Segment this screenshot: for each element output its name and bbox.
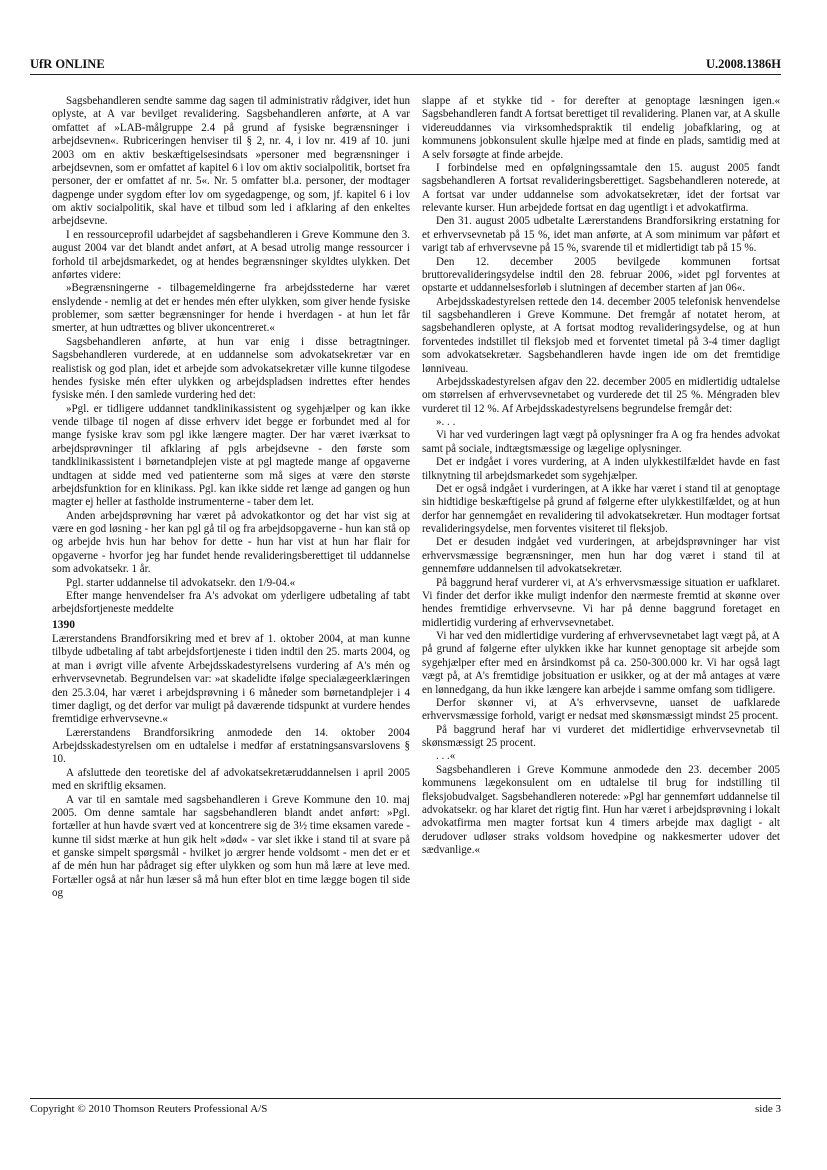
page-number: side 3 — [755, 1103, 781, 1115]
paragraph: Det er indgået i vores vurdering, at A inden ulykkestilfældet havde en fast tilknytning til arbejdsmarkedet som sygehjælper. — [422, 456, 780, 482]
paragraph: Sagsbehandleren sendte samme dag sagen til administrativ rådgiver, idet hun oplyste, at A var bevilget revalidering. Sagsbehandleren anførte, at A var omfattet af »LAB-målgruppe 2.4 på grund af fysiske begrænsninger i arbejdsevnen«. Rubriceringen henviser til § 2, nr. 4, i lov nr. 419 af 10. juni 2003 om en aktiv beskæftigelsesindsats »personer med begrænsninger i arbejdsevnen, som er omfattet af kapitel 6 i lov om aktiv socialpolitik, bortset fra personer, der er omfattet af nr. 5«. Nr. 5 omfatter bl.a. personer, der modtager dagpenge under sygdom efter lov om sygedagpenge, og som, jf. kapitel 6 i lov om aktiv socialpolitik, skal have et tilbud som led i afklaring af den enkeltes arbejdsevne. — [52, 95, 411, 228]
left-column — [52, 95, 410, 901]
paragraph: »Pgl. er tidligere uddannet tandklinikassistent og sygehjælper og kan ikke vende tilbage til nogen af disse erhverv idet begge er forbundet med al for mange fysiske krav som pgl ikke længere magter. Der har været iværksat to arbejdsprøvninger til afklaring af pgls arbejdsevne - den første som tandklinikassistent i børnetandplejen viste at pgl magtede mange af opgaverne undtagen at sidde med ved patienterne som må siges at være den største arbejdsfunktion for en klinikass. Pgl. kan ikke sidde ret længe ad gangen og hun magter ej heller at fastholde instrumenterne - taber dem let. — [52, 402, 410, 509]
paragraph: Den 31. august 2005 udbetalte Lærerstandens Brandforsikring erstatning for et erhvervsevnetab på 15 %, idet man anførte, at A som minimum var påført et varigt tab af erhvervsevne på 15 %, svarende til et midlertidigt tab på 15 %. — [422, 215, 780, 255]
page-header — [30, 56, 781, 75]
document-reference: U.2008.1386H — [706, 57, 781, 71]
paragraph: A afsluttede den teoretiske del af advokatsekretæruddannelsen i april 2005 med en skriftlig eksamen. — [52, 766, 410, 793]
paragraph: Arbejdsskadestyrelsen afgav den 22. december 2005 en midlertidig udtalelse om størrelsen af erhvervsevnetabet og vurderede det til 25 %. Méngraden blev vurderet til 12 %. Af Arbejdsskadestyrelsens begrundelse fremgår det: — [422, 375, 780, 415]
paragraph: slappe af et stykke tid - for derefter at genoptage læsningen igen.« Sagsbehandleren fandt A fortsat berettiget til revalidering. Planen var, at A skulle videreuddannes via virksomhedspraktik til endelig jobafklaring, og at kommunens jobkonsulent skulle hjælpe med at finde en plads, samtidig med at A selv forsøgte at finde arbejde. — [422, 95, 780, 161]
paragraph: Efter mange henvendelser fra A's advokat om yderligere udbetaling af tabt arbejdsfortjeneste meddelte — [52, 589, 410, 616]
original-page-marker: 1390 — [52, 618, 75, 631]
paragraph: . . .« — [436, 750, 456, 763]
paragraph: Sagsbehandleren anførte, at hun var enig i disse betragtninger. Sagsbehandleren vurderede, at en uddannelse som advokatsekretær var en realistisk og god plan, idet et arbejde som advokatsekretær ville kunne tilgodese hendes fysiske mén efter ulykken og arbejdspladsen indrettes efter hendes fysiske mén. I den samlede vurdering hed det: — [52, 335, 410, 402]
paragraph: A var til en samtale med sagsbehandleren i Greve Kommune den 10. maj 2005. Om denne samtale har sagsbehandleren blandt andet anført: »Pgl. fortæller at hun havde svært ved at koncentrere sig de 3½ time eksamen varede - kunne til sidst mærke at hun gik helt »død« - var slet ikke i stand til at svare på et ganske simpelt spørgsmål - hvilket jo ærgrer hende voldsomt - men det er et af de mén hun har pådraget sig efter ulykken og som hun må lære at leve med. Fortæller også at når hun læser så må hun efter blot en time lægge bogen til side og — [52, 793, 410, 900]
paragraph: Lærerstandens Brandforsikring anmodede den 14. oktober 2004 Arbejdsskadestyrelsen om en udtalelse i medfør af erstatningsansvarslovens § 10. — [52, 726, 410, 766]
paragraph: I forbindelse med en opfølgningssamtale den 15. august 2005 fandt sagsbehandleren A fortsat revalideringsberettiget. Sagsbehandleren noterede, at A fortsat var under uddannelse som advokatsekretær, idet der fortsat var relevante kurser. Hun arbejdede fortsat en dag ugentligt i et advokatfirma. — [422, 161, 780, 214]
page-footer — [30, 1098, 781, 1115]
paragraph: På baggrund heraf har vi vurderet det midlertidige erhvervsevnetab til skønsmæssigt 25 procent. — [422, 723, 780, 749]
copyright-notice: Copyright © 2010 Thomson Reuters Professional A/S — [30, 1103, 268, 1115]
paragraph: Den 12. december 2005 bevilgede kommunen fortsat bruttorevalideringsydelse indtil den 28. februar 2006, »idet pgl forventes at opstarte et uddannelsesforløb i slutningen af december starten af jan 06«. — [422, 255, 780, 295]
paragraph: Sagsbehandleren i Greve Kommune anmodede den 23. december 2005 kommunens lægekonsulent om en udtalelse til brug for indstilling til fleksjobudvalget. Sagsbehandleren noterede: »Pgl har gennemført uddannelse til advokatsekr. og har klaret det rigtig fint. Hun har været i arbejdsprøvning i lokalt advokatfirma men magter fortsat kun 4 timers arbejde max dagligt - alt derudover udløser straks voldsom hovedpine og nakkesmerter udover det sædvanlige.« — [422, 763, 781, 856]
paragraph: Anden arbejdsprøvning har været på advokatkontor og det har vist sig at være en god løsning - her kan pgl gå til og fra arbejdsopgaverne - hun kan stå op og arbejde hvis hun har behov for dette - hun har vist at hun har flair for opgaverne - hvorfor jeg har fundet hende revalideringsberettiget til uddannelse som advokatsekr. 1 år. — [52, 509, 410, 576]
paragraph: Vi har ved vurderingen lagt vægt på oplysninger fra A og fra hendes advokat samt på sociale, indtægtsmæssige og lægelige oplysninger. — [422, 429, 780, 455]
paragraph: Arbejdsskadestyrelsen rettede den 14. december 2005 telefonisk henvendelse til sagsbehandleren i Greve Kommune. Det fremgår af notatet herom, at sagsbehandleren oplyste, at A fortsat modtog revalideringsydelse, og at hun forventedes indstillet til fleksjob med et forventet timetal på 3-4 timer dagligt som advokatsekretær. Sagsbehandleren havde ingen ide om det fremtidige lønniveau. — [422, 295, 780, 375]
paragraph: Lærerstandens Brandforsikring med et brev af 1. oktober 2004, at man kunne tilbyde udbetaling af tabt arbejdsfortjeneste i tiden indtil den 25. marts 2004, og at man i øvrigt ville afvente Arbejdsskadestyrelsens vurdering af A's mén og erhvervsevnetab. Begrundelsen var: »at skadelidte ifølge specialægeerklæringen den 25.3.04, har været i arbejdsprøvning i 6 måneder som børnetandplejer i 4 timer dagligt, og det derfor var muligt på daværende tidspunkt at vurdere hendes fremtidige erhvervsevne.« — [52, 633, 410, 726]
paragraph: Derfor skønner vi, at A's erhvervsevne, uanset de uafklarede erhvervsmæssige forhold, varigt er nedsat med skønsmæssigt mindst 25 procent. — [422, 696, 780, 723]
publication-name: UfR ONLINE — [30, 57, 105, 71]
paragraph: ». . . — [436, 416, 456, 428]
paragraph: I en ressourceprofil udarbejdet af sagsbehandleren i Greve Kommune den 3. august 2004 var det blandt andet anført, at A besad utrolig mange ressourcer i forhold til arbejdsmarkedet, og at hendes begrænsninger skyldtes ulykken. Det anførtes videre: — [52, 228, 410, 281]
right-column — [422, 95, 780, 857]
paragraph: Det er desuden indgået ved vurderingen, at arbejdsprøvninger har vist erhvervsmæssige begrænsninger, men hun har dog været i stand til at gennemføre uddannelsen til advokatsekretær. — [422, 536, 780, 576]
paragraph: »Begrænsningerne - tilbagemeldingerne fra arbejdsstederne har været enslydende - nemlig at det er hendes mén efter ulykken, som giver hende fysiske problemer, som sætter begrænsninger for hende i hverdagen - at hun let får smerter, at hun udtrættes og bliver ukoncentreret.« — [52, 282, 410, 335]
paragraph: Pgl. starter uddannelse til advokatsekr. den 1/9-04.« — [66, 576, 296, 589]
paragraph: På baggrund heraf vurderer vi, at A's erhvervsmæssige situation er uafklaret. Vi finder det derfor ikke muligt indenfor den nærmeste fremtid at skønne over hendes fremtidige erhvervsevne. Vi har på denne baggrund foretaget en midlertidig vurdering af erhvervsevnetabet. — [422, 576, 780, 629]
paragraph: Det er også indgået i vurderingen, at A ikke har været i stand til at genoptage sin hidtidige beskæftigelse på grund af følgerne efter ulykkestilfældet, og at hun derfor har gennemgået en revalidering til advokatsekretær. Hun modtager fortsat revalideringsydelse, men forventes visiteret til fleksjob. — [422, 482, 780, 535]
paragraph: Vi har ved den midlertidige vurdering af erhvervsevnetabet lagt vægt på, at A på grund af følgerne efter ulykken ikke har kunnet genoptage sit arbejde som sygehjælper efter med en årsindkomst på ca. 250-300.000 kr. Vi har også lagt vægt på, at A's fremtidige jobsituation er usikker, og at der må antages at være en lønnedgang, da hun ikke længere kan arbejde i samme omfang som tidligere. — [422, 630, 780, 696]
